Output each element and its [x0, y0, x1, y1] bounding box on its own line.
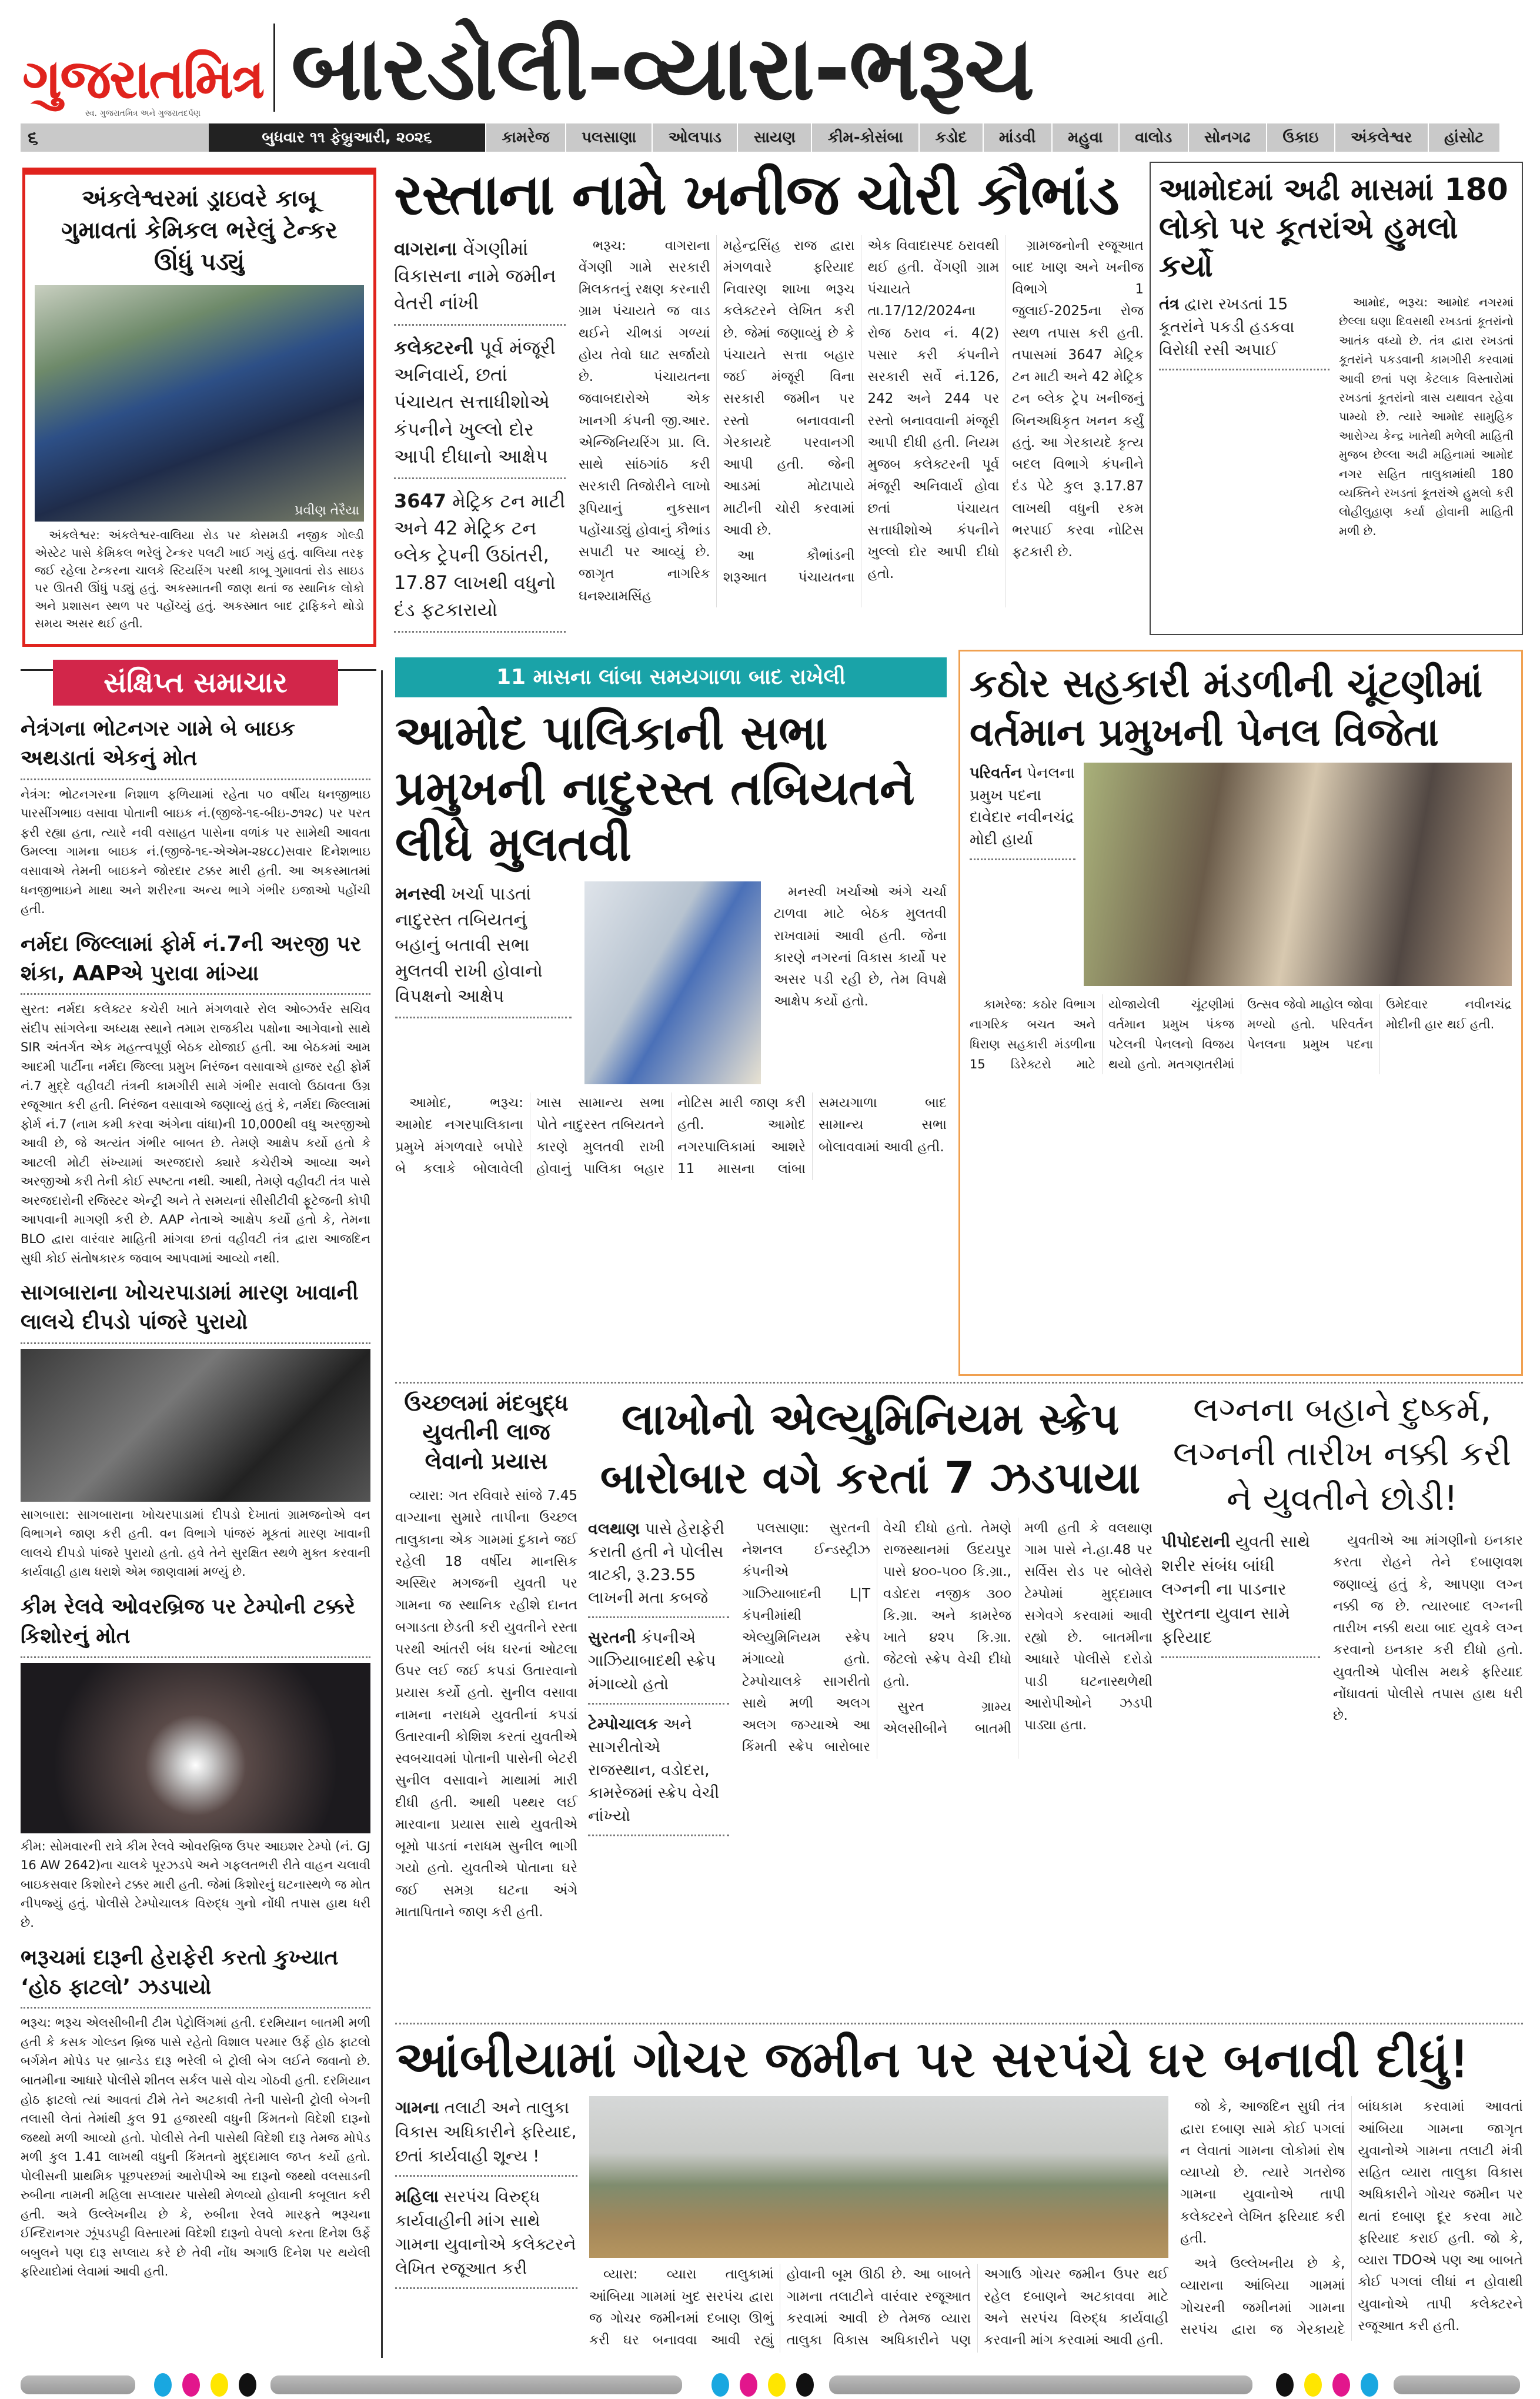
tab-town[interactable]: કામરેજ: [485, 123, 565, 152]
tab-town[interactable]: હાંસોટ: [1428, 123, 1499, 152]
tanker-photo: [35, 285, 364, 522]
section-divider: [395, 1382, 1523, 1384]
newspaper-logo: [22, 50, 263, 121]
subhead-lead: 3647: [394, 489, 447, 512]
ucchal-headline: ઉચ્છલમાં મંદબુદ્ધ યુવતીની લાજ લેવાનો પ્રયાસ: [404, 1390, 569, 1474]
subhead-lead: ટેમ્પોચાલક: [588, 1715, 659, 1733]
ambiya-subheads: [395, 2096, 577, 2297]
cyan-registration-mark: [1361, 2373, 1378, 2397]
article-body: [1339, 293, 1514, 544]
black-registration-mark: [239, 2373, 256, 2397]
scrap-subheads: [588, 1518, 729, 1845]
subhead-text: તલાટી અને તાલુકા વિકાસ અધિકારીને ફરિયાદ, છતાં કાર્યવાહી શૂન્ય !: [395, 2098, 577, 2166]
ambiya-article: [395, 2032, 1523, 2353]
subhead-text: કંપનીએ ગાઝિયાબાદથી સ્ક્રેપ મંગાવ્યો હતો: [588, 1629, 716, 1693]
masthead-divider: [273, 24, 275, 112]
ambiya-body-right: [1180, 2096, 1523, 2341]
edition-navbar: [21, 123, 1499, 152]
election-celebration-photo: [1084, 763, 1512, 986]
subhead: [394, 334, 566, 479]
article-body: [35, 526, 364, 636]
dogs-article: [1150, 162, 1523, 635]
subhead: [395, 881, 572, 1018]
paragraph: વ્યારા: વ્યારા તાલુકામાં આંબિયા ગામમાં ખુદ સરપંચ દ્વારા જ ગોચર જમીનમાં દબાણ ઊભું કરી ઘર બનાવવા આવી રહ્યું હોવાની બૂમ ઊઠી છે. આ બાબતે ગામના તલાટીને વારંવાર રજૂઆત કરવામાં આવી છે તેમજ વ્યારા તાલુકા વિકાસ અધિકારીને પણ અગાઉ ગોચર જમીન ઉપર થઈ રહેલ દબાણને અટકાવવા માટે અને સરપંચ વિરુદ્ધ કાર્યવાહી કરવાની માંગ કરવામાં આવી હતી.: [589, 2267, 1168, 2348]
magenta-registration-mark: [1332, 2373, 1350, 2397]
subhead: [1159, 293, 1329, 370]
magenta-registration-mark: [740, 2373, 757, 2397]
brief-headline: નેત્રંગના ભોટનગર ગામે બે બાઇક અથડાતાં એકનું મોત: [21, 714, 370, 780]
shed-on-pasture-photo: [589, 2096, 1168, 2258]
subhead-text: પૂર્વ મંજૂરી અનિવાર્ય, છતાં પંચાયત સત્તાધીશોએ કંપનીને ખુલ્લો દોર આપી દીધાનો આક્ષેપ: [394, 336, 556, 468]
print-color-bar: [1394, 2375, 1520, 2394]
yellow-registration-mark: [768, 2373, 786, 2397]
tab-town[interactable]: સાયણ: [737, 123, 811, 152]
leopard-cage-photo: [21, 1349, 370, 1502]
brief-headline: કીમ રેલવે ઓવરબ્રિજ પર ટેમ્પોની ટક્કરે કિશોરનું મોત: [21, 1592, 370, 1658]
paragraph: ભરૂચ: વાગરાના વેંગણી ગામે સરકારી મિલકતનું રક્ષણ કરનારી ગ્રામ પંચાયતે જ વાડ થઈને ચીભડાં ગળ્યાં હોય તેવો ઘાટ સર્જાયો છે. પંચાયતના જવાબદારોએ એક ખાનગી કંપની જી.આર. એન્જિનિયરિંગ પ્રા. લિ. સાથે સાંઠગાંઠ કરી સરકારી તિજોરીને લાખો રૂપિયાનું નુકસાન પહોંચાડ્યું હોવાનું કૌભાંડ સપાટી પર આવ્યું છે. જાગૃત નાગરિક ઘનશ્યામસિંહ મહેન્દ્રસિંહ રાજ દ્વારા મંગળવારે ફરિયાદ નિવારણ શાખા ભરૂચ કલેક્ટરને લેખિત કરી છે. જેમાં જણાવ્યું છે કે પંચાયતે સત્તા બહાર જઈ મંજૂરી વિના સરકારી જમીન પર રસ્તો બનાવવાની ગેરકાયદે પરવાનગી આપી હતી. જેની આડમાં મોટાપાયે માટીની ચોરી કરવામાં આવી છે.: [579, 238, 855, 604]
cyan-registration-mark: [154, 2373, 172, 2397]
section-divider: [395, 2023, 1523, 2024]
cyan-registration-mark: [711, 2373, 729, 2397]
paragraph: આમોદ, ભરૂચ: આમોદ નગરપાલિકાના પ્રમુખે મંગળવારે બપોરે બે કલાકે બોલાવેલી ખાસ સામાન્ય સભા પોતે નાદુરસ્ત તબિયતને કારણે મુલતવી રાખી હોવાનું પાલિકા બહાર નોટિસ મારી જાણ કરી હતી. આમોદ નગરપાલિકામાં આશરે 11 માસના લાંબા સમયગાળા બાદ સામાન્ય સભા બોલાવવામાં આવી હતી.: [395, 1095, 947, 1177]
tab-town[interactable]: કડોદ: [918, 123, 982, 152]
subhead-text: વેંગણીમાં વિકાસના નામે જમીન વેતરી નાંખી: [394, 237, 556, 315]
kathor-article: [958, 650, 1523, 1376]
logo-text: ગુજરાતમિત્ર: [22, 48, 263, 111]
subhead: [395, 2185, 577, 2289]
briefs-banner-label: સંક્ષિપ્ત સમાચાર: [53, 660, 338, 706]
subhead-text: ખર્ચા પાડતાં નાદુરસ્ત તબિયતનું બહાનું બતાવી સભા મુલતવી રાખી હોવાનો વિપક્ષનો આક્ષેપ: [395, 884, 543, 1007]
brief-headline: નર્મદા જિલ્લામાં ફોર્મ નં.7ની અરજી પર શંકા, AAPએ પુરાવા માંગ્યા: [21, 930, 370, 995]
paragraph: ગ્રામજનોની રજૂઆત બાદ ખાણ અને ખનીજ વિભાગે 1 જુલાઈ-2025ના રોજ સ્થળ તપાસ કરી હતી. તપાસમાં 3647 મેટ્રિક ટન માટી અને 42 મેટ્રિક ટન બ્લેક ટ્રેપ ખનીજનું બિનઅધિકૃત ખનન કર્યું હતું. આ ગેરકાયદે કૃત્ય બદલ વિભાગે કંપનીને દંડ પેટે કુલ રૂ.17.87 લાખથી વધુની રકમ ભરપાઈ કરવા નોટિસ ફટકારી છે.: [1012, 238, 1144, 560]
tab-town[interactable]: પલસાણા: [565, 123, 652, 152]
brief-article: [21, 1278, 370, 1582]
edition-date: બુધવાર ૧૧ ફેબ્રુઆરી, ૨૦૨૬: [209, 123, 485, 152]
subhead: [588, 1626, 729, 1704]
subhead-lead: કલેક્ટરની: [394, 336, 474, 359]
amod-headline: આમોદ પાલિકાની સભા પ્રમુખની નાદુરસ્ત તબિયતને લીધે મુલતવી: [395, 706, 915, 871]
subhead-text: દ્વારા રખડતાં 15 કૂતરાંને પકડી હડકવા વિરોધી રસી અપાઈ: [1159, 295, 1295, 360]
amod-body-right: [774, 881, 947, 1017]
photo-credit: પ્રવીણ તેરૈયા: [295, 503, 359, 518]
briefs-list: [21, 714, 370, 2292]
magenta-registration-mark: [182, 2373, 200, 2397]
subhead-text: અને સાગરીતોએ રાજસ્થાન, વડોદરા, કામરેજમાં સ્ક્રેપ વેચી નાંખ્યો: [588, 1715, 720, 1826]
brief-body: સુરત: નર્મદા કલેક્ટર કચેરી ખાતે મંગળવારે રોલ ઓબ્ઝર્વર સચિવ સંદીપ સાંગલેના અધ્યક્ષ સ્થાને તમામ રાજકીય પક્ષોના આગેવાનો સાથે SIR અંતર્ગત એક મહત્ત્વપૂર્ણ બેઠક યોજાઈ હતી. આ બેઠકમાં આમ આદમી પાર્ટીના નર્મદા જિલ્લા પ્રમુખ નિરંજન વસાવાએ હાજર રહી ફોર્મ નં.7 મુદ્દે વહીવટી તંત્રની કામગીરી સામે ગંભીર સવાલો ઉઠાવતા ઉગ્ર રજૂઆત કરી હતી. નિરંજન વસાવાએ જણાવ્યું હતું કે, નર્મદા જિલ્લામાં ફોર્મ નં.7 (નામ કમી કરવા અંગેના વાંધા)ની 10,000થી વધુ અરજીઓ આવી છે, જે અત્યંત ગંભીર બાબત છે. તેમણે આક્ષેપ કર્યો હતો કે આટલી મોટી સંખ્યામાં અરજદારો ક્યારે કચેરીએ આવ્યા અને અરજીઓ કરી તેની કોઈ સ્પષ્ટતા નથી. આથી, તેમણે વહીવટી તંત્ર પાસે અરજદારોની રજિસ્ટર એન્ટ્રી અને તે સમયનાં સીસીટીવી ફૂટેજની કોપી આપવાની માગણી કરી છે. AAP નેતાએ આક્ષેપ કર્યો હતો કે, તેમના BLO દ્વારા વારંવાર માહિતી માંગવા છતાં વહીવટી તંત્ર દ્વારા આજદિન સુધી કોઈ સંતોષકારક જવાબ આપવામાં આવ્યો નથી.: [21, 1002, 370, 1265]
subhead: [394, 487, 566, 633]
yellow-registration-mark: [1304, 2373, 1322, 2397]
amod-banner: 11 માસના લાંબા સમયગાળા બાદ રાખેલી: [395, 657, 947, 697]
brief-body: નેત્રંગ: ભોટનગરના નિશાળ ફળિયામાં રહેતા ૫૦ વર્ષીય ધનજીભાઇ પારસીંગભાઇ વસાવા પોતાની બાઇક નં.(જીજે-૧૬-બીઇ-૭૧૨૮) પર પરત ફરી રહ્યા હતા, ત્યારે નવી વસાહત પાસેના વળાંક પર સામેથી આવતા ઉમલ્લા ગામના બાઇક નં.(જીજે-૧૬-એએમ-૨૪૮૮)સવાર દિનેશભાઇ વસાવાએ તેમની બાઇકને જોરદાર ટક્કર મારી હતી. આ અકસ્માતમાં ધનજીભાઇને માથા અને શરીરના અન્ય ભાગે ગંભીર ઇજાઓ પહોંચી હતી.: [21, 787, 370, 917]
paragraph: સુરત ગ્રામ્ય એલસીબીને બાતમી મળી હતી કે વલથાણ ગામ પાસે ને.હા.48 પર સર્વિસ રોડ પર બોલેરો ટેમ્પોમાં મુદ્દામાલ સગેવગે કરવામાં આવી રહ્યો છે. બાતમીના આધારે પોલીસે દરોડો પાડી ઘટનાસ્થળેથી આરોપીઓને ઝડપી પાડ્યા હતા.: [883, 1520, 1153, 1737]
tanker-article: [22, 168, 376, 647]
subhead-lead: મનસ્વી: [395, 884, 446, 905]
ambiya-body-lower: [589, 2264, 1168, 2353]
paragraph: આ કૌભાંડની શરૂઆત પંચાયતના એક વિવાદાસ્પદ ઠરાવથી થઈ હતી. વેંગણી ગ્રામ પંચાયતે તા.17/12/2024ના રોજ ઠરાવ નં. 4(2) પસાર કરી કંપનીને સરકારી સર્વે નં.126, 242 અને 244 પર રસ્તો બનાવવાની મંજૂરી આપી દીધી હતી. નિયમ મુજબ કલેક્ટરની પૂર્વ મંજૂરી અનિવાર્ય હોવા છતાં પંચાયત સત્તાધીશોએ કંપનીને ખુલ્લો દોર આપી દીધો હતો.: [723, 238, 1000, 586]
brief-article: [21, 930, 370, 1268]
tab-town[interactable]: ઉકાઇ: [1266, 123, 1334, 152]
brief-body: ભરૂચ: ભરૂચ એલસીબીની ટીમ પેટ્રોલિંગમાં હતી. દરમિયાન બાતમી મળી હતી કે કસક ગોલ્ડન બ્રિજ પાસે રહેતો વિશાલ પરમાર ઉર્ફે હોઠ ફાટલો બર્ગમેન મોપેડ પર બ્રાન્ડેડ દારૂ ભરેલી બે ટ્રોલી બેગ લઈને જવાનો છે. બાતમીના આધારે પોલીસે શીતલ સર્કલ પાસે વોચ ગોઠવી હતી. દરમિયાન હોઠ ફાટલો ત્યાં આવતાં ટીમે તેને અટકાવી તેની પાસેની ટ્રોલી બેગની તલાસી લેતાં તેમાંથી કુલ 91 હજારથી વધુની કિંમતનો વિદેશી દારૂનો જથ્થો મળી આવ્યો હતો. પોલીસે તેની પાસેથી વિદેશી દારૂ તેમજ મોપેડ મળી કુલ 1.41 લાખથી વધુની કિંમતનો મુદ્દામાલ જપ્ત કર્યો હતો. પોલીસની પ્રાથમિક પૂછપરછમાં આરોપીએ આ દારૂનો જથ્થો વલસાડની રુબીના નામની મહિલા સપ્લાયર પાસેથી મેળવ્યો હોવાની કબૂલાત કરી હતી. અત્રે ઉલ્લેખનીય છે કે, રુબીના રેલવે મારફતે ભરૂચના ઈન્દિરાનગર ઝૂંપડપટ્ટી વિસ્તારમાં વિદેશી દારૂનો વેપલો કરતા દિનેશ ઉર્ફે બબુલને પણ દારૂ સપ્લાય કરે છે તેવી નોંધ અગાઉ દિનેશ પર થયેલી ફરિયાદોમાં લેવામાં આવી હતી.: [21, 2016, 370, 2279]
section-title: બારડોલી-વ્યારા-ભરૂચ: [291, 18, 1034, 120]
headline: આમોદમાં અઢી માસમાં 180 લોકો પર કૂતરાંએ હુમલો કર્યો: [1159, 172, 1508, 284]
subhead: [588, 1713, 729, 1837]
subhead: [588, 1518, 729, 1619]
subhead-text: યુવતી સાથે શરીર સંબંધ બાંધી લગ્નની ના પાડનાર સુરતના યુવાન સામે ફરિયાદ: [1161, 1532, 1310, 1647]
subhead: [970, 763, 1075, 860]
brief-article: [21, 714, 370, 919]
tab-town[interactable]: મહુવા: [1051, 123, 1118, 152]
paragraph: જો કે, આજદિન સુધી તંત્ર દ્વારા દબાણ સામે કોઈ પગલાં ન લેવાતાં ગામના લોકોમાં રોષ વ્યાપ્યો છે. ત્યારે ગતરોજ ગામના યુવાનોએ તાપી કલેક્ટરને લેખિત ફરિયાદ કરી હતી.: [1180, 2099, 1345, 2246]
subhead-lead: મહિલા: [395, 2187, 439, 2207]
subhead-text: પેનલના પ્રમુખ પદના દાવેદાર નવીનચંદ્ર મોદી હાર્યા: [970, 764, 1075, 849]
print-color-bar: [270, 2375, 682, 2394]
column-divider: [381, 670, 383, 2358]
subhead-text: મેટ્રિક ટન માટી અને 42 મેટ્રિક ટન બ્લેક ટ્રેપની ઉઠાંતરી, 17.87 લાખથી વધુનો દંડ ફટકારાયો: [394, 489, 566, 622]
scrap-article: [588, 1391, 1153, 1845]
brief-body: સાગબારા: સાગબારાના ખોચરપાડામાં દીપડો દેખાતાં ગ્રામજનોએ વન વિભાગને જાણ કરી હતી. વન વિભાગે પાંજરું મૂકતાં મારણ ખાવાની લાલચે દીપડો પાંજરે પુરાયો હતો. હવે તેને સુરક્ષિત સ્થળે મુક્ત કરવાની કાર્યવાહી હાથ ધરાશે એમ જાણવામાં મળ્યું છે.: [21, 1507, 370, 1579]
tab-town[interactable]: માંડવી: [983, 123, 1051, 152]
subhead-lead: પરિવર્તન: [970, 764, 1022, 782]
lagna-body: [1333, 1530, 1523, 1730]
brief-headline: સાગબારાના ખોચરપાડામાં મારણ ખાવાની લાલચે દીપડો પાંજરે પુરાયો: [21, 1278, 370, 1344]
paragraph: અંકલેશ્વર: અંકલેશ્વર-વાલિયા રોડ પર કોસમડી નજીક ગોલ્ડી એસ્ટેટ પાસે કેમિકલ ભરેલું ટેન્કર પલટી ખાઈ ગયું હતું. વાલિયા તરફ જઈ રહેલા ટેન્કરના ચાલકે સ્ટિયરિંગ પરથી કાબૂ ગુમાવતાં રોડ સાઇડ પર ઊતરી ઊંધું પડ્યું હતું. અકસ્માતની જાણ થતાં જ સ્થાનિક લોકો અને પ્રશાસન સ્થળ પર પહોંચ્યું હતું. અકસ્માત બાદ ટ્રાફિકને થોડો સમય અસર થઈ હતી.: [35, 528, 364, 630]
tab-town[interactable]: વાલોડ: [1118, 123, 1188, 152]
page-number: ૬: [28, 126, 38, 149]
paragraph: કામરેજ: કઠોર વિભાગ નાગરિક બચત અને ધિરાણ સહકારી મંડળીના 15 ડિરેક્ટરો માટે યોજાયેલી ચૂંટણીમાં વર્તમાન પ્રમુખ પંકજ પટેલની પેનલનો વિજય થયો હતો. મતગણતરીમાં ઉત્સવ જેવો માહોલ જોવા મળ્યો હતો. પરિવર્તન પેનલના પ્રમુખ પદના ઉમેદવાર નવીનચંદ્ર મોદીની હાર થઈ હતી.: [970, 997, 1512, 1072]
lagna-headline: લગ્નના બહાને દુષ્કર્મ, લગ્નની તારીખ નક્કી કરી ને યુવતીને છોડી!: [1172, 1389, 1512, 1518]
scrap-body: [742, 1518, 1153, 1759]
subhead-lead: વાગરાના: [394, 237, 457, 260]
paragraph: પલસાણા: સુરતની નેશનલ ઈન્ડસ્ટ્રીઝ કંપનીએ ગાઝિયાબાદની L|T કંપનીમાંથી એલ્યુમિનિયમ સ્ક્રેપ મંગાવ્યો હતો. ટેમ્પોચાલકે સાગરીતો સાથે મળી અલગ અલગ જગ્યાએ આ કિંમતી સ્ક્રેપ બારોબાર વેચી દીધો હતો. તેમણે રાજસ્થાનમાં ઉદયપુર પાસે ૪૦૦-૫૦૦ કિ.ગ્રા., વડોદરા નજીક ૩૦૦ કિ.ગ્રા. અને કામરેજ ખાતે ૪૨૫ કિ.ગ્રા. જેટલો સ્ક્રેપ વેચી દીધો હતો.: [742, 1520, 1011, 1755]
ucchal-body: [395, 1485, 577, 1927]
subhead-lead: પીપોદરાની: [1161, 1532, 1231, 1552]
black-registration-mark: [796, 2373, 814, 2397]
subhead-lead: તંત્ર: [1159, 295, 1180, 313]
amod-subhead: [395, 881, 572, 1027]
scrap-headline: લાખોનો એલ્યુમિનિયમ સ્ક્રેપ બારોબાર વગે કરતાં 7 ઝડપાયા: [600, 1394, 1141, 1503]
subhead: [394, 235, 566, 326]
mining-body: [579, 235, 1144, 607]
brief-article: [21, 1592, 370, 1933]
brief-article: [21, 1943, 370, 2281]
logo-tagline: સ્વ. ગુજરાતમિત્ર અને ગુજરાતદર્પણ: [85, 109, 201, 118]
print-color-bar: [829, 2375, 1252, 2394]
ucchal-article: [395, 1389, 577, 1927]
subhead-lead: સુરતની: [588, 1629, 636, 1648]
paragraph: મનસ્વી ખર્ચાઓ અંગે ચર્ચા ટાળવા માટે બેઠક મુલતવી રાખવામાં આવી હતી. જેના કારણે નગરનાં વિકાસ કાર્યો પર અસર પડી રહી છે, તેમ વિપક્ષે આક્ષેપ કર્યો હતો.: [774, 884, 947, 1010]
subhead: [395, 2096, 577, 2177]
yellow-registration-mark: [211, 2373, 228, 2397]
paragraph: અત્રે ઉલ્લેખનીય છે કે, વ્યારાના આંબિયા ગામમાં ગોચરની જમીનમાં ગામના સરપંચ દ્વારા જ ગેરકાયદે બાંધકામ કરવામાં આવતાં આંબિયા ગામના જાગૃત યુવાનોએ ગામના તલાટી મંત્રી સહિત વ્યારા તાલુકા વિકાસ અધિકારીને ગોચર જમીન પર થતાં દબાણ દૂર કરવા માટે ફરિયાદ કરાઈ હતી. જો કે, વ્યારા TDOએ પણ આ બાબતે કોઈ પગલાં લીધાં ન હોવાથી યુવાનોએ તાપી કલેક્ટરને રજૂઆત કરી હતી.: [1180, 2099, 1523, 2337]
paragraph: યુવતીએ આ માંગણીનો ઇનકાર કરતા રોહને તેને દબાણવશ જણાવ્યું હતું કે, આપણા લગ્ન નક્કી જ છે. ત્યારબાદ લગ્નની તારીખ નક્કી થયા બાદ યુવકે લગ્ન કરવાનો ઇનકાર કરી દીધો હતો. યુવતીએ પોલીસ મથકે ફરિયાદ નોંધાવતાં પોલીસે તપાસ હાથ ધરી છે.: [1333, 1533, 1523, 1724]
paragraph: વ્યારા: ગત રવિવારે સાંજે 7.45 વાગ્યાના સુમારે તાપીના ઉચ્છલ તાલુકાના એક ગામમાં દુકાને જઈ રહેલી 18 વર્ષીય માનસિક અસ્થિર મગજની યુવતી પર ગામના જ સ્થાનિક રહીશે દાનત બગાડતા છેડતી કરી યુવતીને રસ્તા પરથી આંતરી બંધ ઘરનાં ઓટલા ઉપર લઈ જઈ કપડાં ઉતારવાનો પ્રયાસ કર્યો હતો. સુનીલ વસાવા નામના નરાધમે યુવતીનાં કપડાં ઉતારવાની કોશિશ કરતાં યુવતીએ સ્વબચાવમાં પોતાની પાસેની બેટરી સુનીલ વસાવાને માથામાં મારી દીધી હતી. આથી પથ્થર લઈ મારવાના પ્રયાસ સાથે યુવતીએ બૂમો પાડતાં નરાધમ સુનીલ ભાગી ગયો હતો. યુવતીએ પોતાના ઘરે જઈ સમગ્ર ઘટના અંગે માતાપિતાને જાણ કરી હતી.: [395, 1488, 577, 1920]
amod-body: [395, 1092, 947, 1180]
black-registration-mark: [1276, 2373, 1294, 2397]
amod-article: [395, 657, 947, 1180]
brief-body: કીમ: સોમવારની રાત્રે કીમ રેલવે ઓવરબ્રિજ ઉપર આઇશર ટેમ્પો (નં. GJ 16 AW 2642)ના ચાલકે પૂરઝડપે અને ગફલતભરી રીતે વાહન ચલાવી બાઇકસવાર કિશોરને ટક્કર મારી હતી. જેમાં કિશોરનું ઘટનાસ્થળે જ મોત નીપજ્યું હતું. પોલીસે ટેમ્પોચાલક વિરુદ્ધ ગુનો નોંધી તપાસ હાથ ધરી છે.: [21, 1839, 370, 1930]
town-tabs: [485, 123, 1499, 152]
tab-town[interactable]: કીમ-કોસંબા: [811, 123, 918, 152]
subhead-lead: ગામના: [395, 2098, 439, 2118]
mining-subheads: [394, 235, 566, 641]
mining-headline: રસ્તાના નામે ખનીજ ચોરી કૌભાંડ: [394, 162, 1118, 228]
headline: કઠોર સહકારી મંડળીની ચૂંટણીમાં વર્તમાન પ્રમુખની પેનલ વિજેતા: [970, 661, 1483, 755]
article-body: [970, 994, 1512, 1074]
brief-headline: ભરૂચમાં દારૂની હેરાફેરી કરતો કુખ્યાત ‘હોઠ ફાટલો’ ઝડપાયો: [21, 1943, 370, 2009]
lagna-subhead: [1161, 1530, 1320, 1666]
tab-town[interactable]: ઓલપાડ: [652, 123, 737, 152]
mining-article: [394, 163, 1144, 641]
accident-night-photo: [21, 1663, 370, 1833]
tab-town[interactable]: સોનગઢ: [1188, 123, 1267, 152]
tab-town[interactable]: અંકલેશ્વર: [1334, 123, 1428, 152]
headline: અંકલેશ્વરમાં ડ્રાઇવરે કાબૂ ગુમાવતાં કેમિકલ ભરેલું ટેન્કર ઊંધું પડ્યું: [61, 185, 338, 276]
subhead-lead: વલથાણ: [588, 1519, 640, 1538]
ambiya-headline: આંબીયામાં ગોચર જમીન પર સરપંચે ઘર બનાવી દીધું!: [395, 2030, 1469, 2089]
subhead-text: સરપંચ વિરુદ્ધ કાર્યવાહીની માંગ સાથે ગામના યુવાનોએ કલેક્ટરને લેખિત રજૂઆત કરી: [395, 2187, 576, 2278]
lagna-article: [1161, 1388, 1523, 1730]
subhead-text: પાસે હેરાફેરી કરાતી હતી ને પોલીસ ત્રાટકી, રૂ.23.55 લાખની મતા કબજે: [588, 1519, 725, 1608]
print-color-bar: [21, 2375, 135, 2394]
hospital-photo: [584, 881, 761, 1084]
subhead: [1161, 1530, 1320, 1658]
paragraph: આમોદ, ભરૂચ: આમોદ નગરમાં છેલ્લા ઘણા દિવસથી રખડતાં કૂતરાંનો આતંક વધ્યો છે. તંત્ર દ્વારા રખડતાં કૂતરાંને પકડવાની કામગીરી કરવામાં આવી છતાં પણ કેટલાક વિસ્તારોમાં રખડતાં કૂતરાંનો ત્રાસ યથાવત રહેવા પામ્યો છે. ત્યારે આમોદ સામુહિક આરોગ્ય કેન્દ્ર ખાતેથી મળેલી માહિતી મુજબ છેલ્લા અઢી મહિનામાં આમોદ નગર સહિત તાલુકામાંથી 180 વ્યક્તિને રખડતાં કૂતરાંએ હુમલો કરી લોહીલુહાણ કર્યા હોવાની માહિતી મળી છે.: [1339, 295, 1514, 538]
